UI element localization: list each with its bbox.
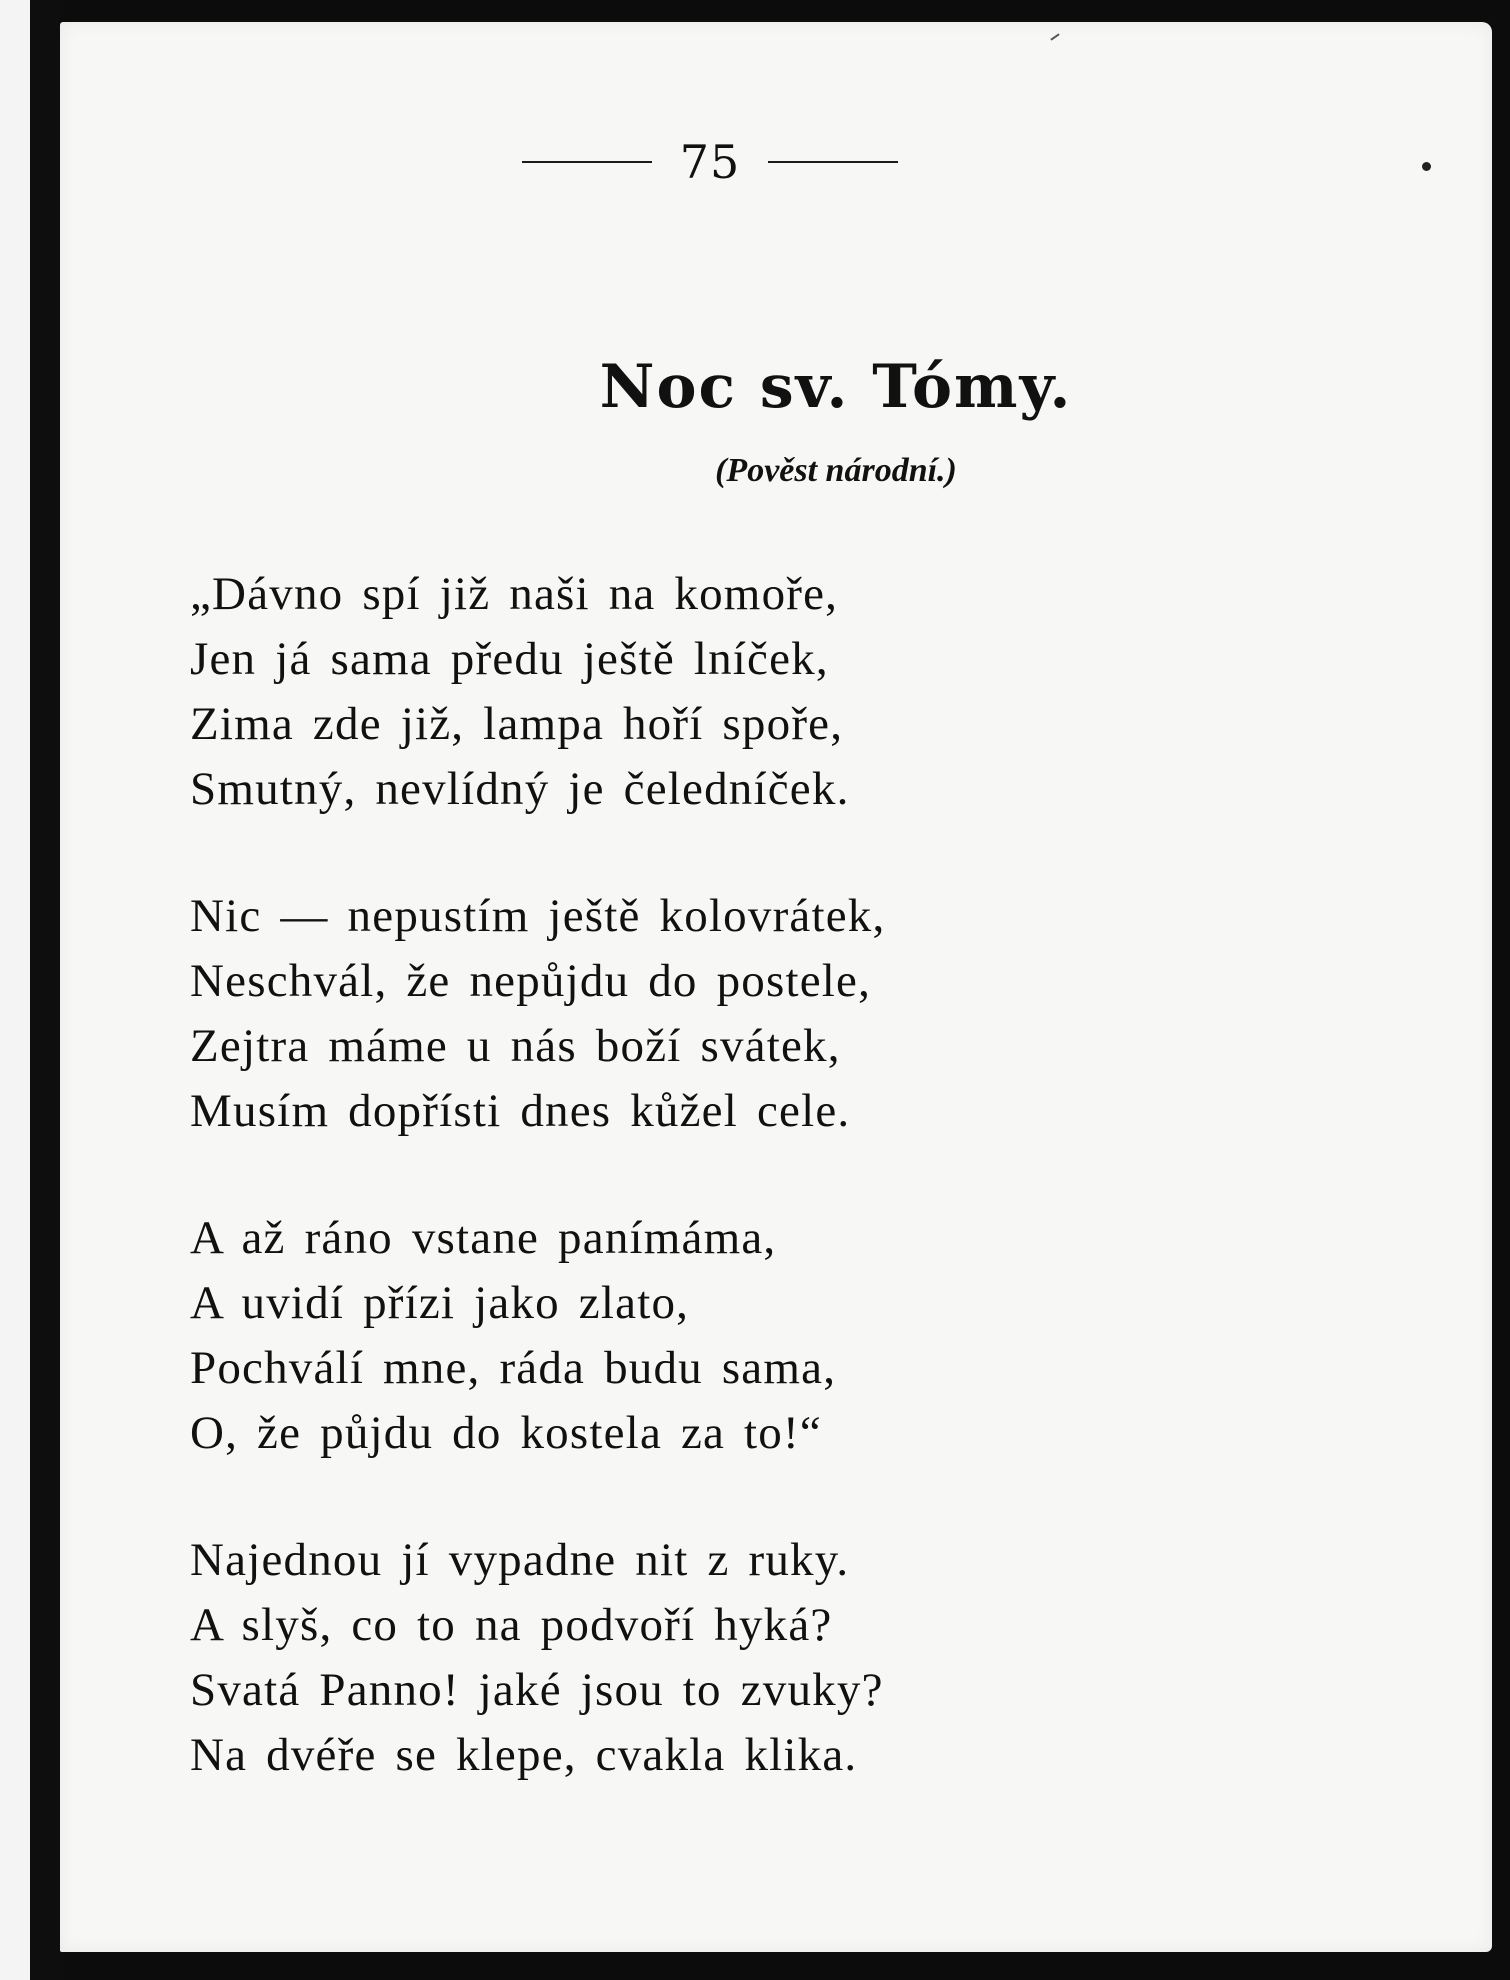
header-rule-left [522,161,652,163]
poem-body [190,562,1290,1850]
verse-line: A až ráno vstane panímáma, [190,1212,777,1264]
verse-line: A slyš, co to na podvoří hyká? [190,1599,833,1651]
verse-line: O, že půjdu do kostela za to!“ [190,1407,822,1459]
book-gutter [30,0,60,1980]
verse-line: Zima zde již, lampa hoří spoře, [190,698,844,750]
verse-line: A uvidí přízi jako zlato, [190,1277,690,1329]
stanza-4 [190,1528,1290,1788]
verse-line: Pochválí mne, ráda budu sama, [190,1342,837,1394]
poem-subtitle: (Pověst národní.) [715,452,957,489]
poem-title: Noc sv. Tómy. [599,352,1073,422]
verse-line: „Dávno spí již naši na komoře, [190,568,839,620]
previous-page-edge [0,0,30,1980]
book-page [60,22,1492,1952]
stanza-2 [190,884,1290,1144]
verse-line: Neschvál, že nepůjdu do postele, [190,955,872,1007]
page-number: 75 [679,135,741,189]
stray-mark [1050,33,1059,40]
page-header [460,132,960,192]
verse-line: Nic — nepustím ještě kolovrátek, [190,890,886,942]
stray-dot [1422,162,1431,171]
verse-line: Zejtra máme u nás boží svátek, [190,1020,841,1072]
verse-line: Jen já sama předu ještě lníček, [190,633,829,685]
header-rule-right [768,161,898,163]
verse-line: Na dvéře se klepe, cvakla klika. [190,1729,858,1781]
verse-line: Svatá Panno! jaké jsou to zvuky? [190,1664,884,1716]
verse-line: Smutný, nevlídný je čeledníček. [190,763,850,815]
stanza-3 [190,1206,1290,1466]
stanza-1 [190,562,1290,822]
verse-line: Musím dopřísti dnes kůžel cele. [190,1085,851,1137]
verse-line: Najednou jí vypadne nit z ruky. [190,1534,850,1586]
